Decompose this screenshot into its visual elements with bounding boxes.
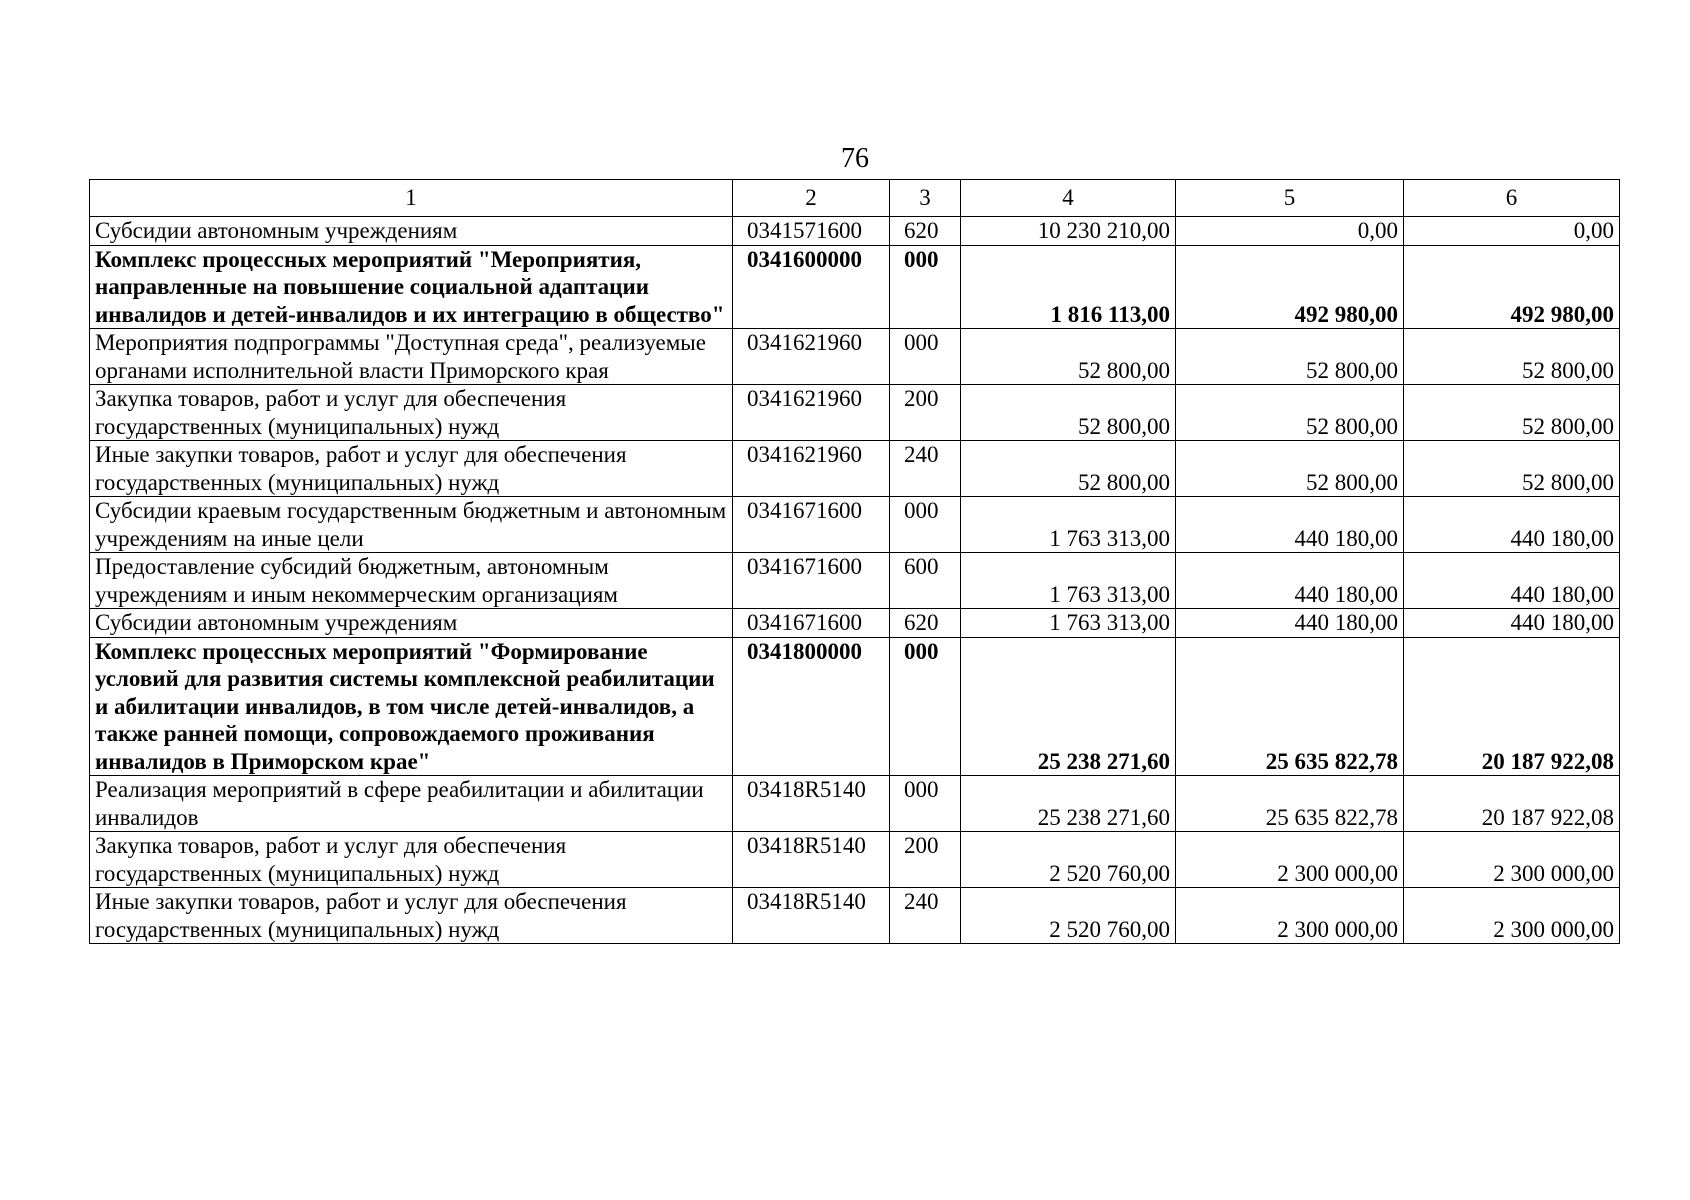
expense-type-cell: 240 (890, 441, 961, 497)
amount-col5-cell: 0,00 (1176, 217, 1404, 246)
table-row (90, 637, 1620, 776)
amount-col5-cell: 440 180,00 (1176, 553, 1404, 609)
amount-col4-cell: 1 763 313,00 (961, 553, 1176, 609)
item-name-cell: Иные закупки товаров, работ и услуг для обеспечения государственных (муниципальных) нужд (90, 888, 733, 944)
item-name-cell: Реализация мероприятий в сфере реабилитации и абилитации инвалидов (90, 776, 733, 832)
item-name-cell: Комплекс процессных мероприятий "Мероприятия, направленные на повышение социальной адаптации инвалидов и детей-инвалидов и их интеграцию в общество" (90, 245, 733, 329)
expense-type-cell: 200 (890, 385, 961, 441)
amount-col4-cell: 10 230 210,00 (961, 217, 1176, 246)
target-code-cell: 03418R5140 (733, 832, 890, 888)
amount-col5-cell: 25 635 822,78 (1176, 776, 1404, 832)
expense-type-cell: 000 (890, 637, 961, 776)
item-name-cell: Субсидии краевым государственным бюджетным и автономным учреждениям на иные цели (90, 497, 733, 553)
item-name-cell: Предоставление субсидий бюджетным, автономным учреждениям и иным некоммерческим организациям (90, 553, 733, 609)
expense-type-cell: 620 (890, 217, 961, 246)
table-row (90, 832, 1620, 888)
item-name-cell: Субсидии автономным учреждениям (90, 609, 733, 638)
amount-col5-cell: 2 300 000,00 (1176, 888, 1404, 944)
amount-col4-cell: 1 763 313,00 (961, 497, 1176, 553)
target-code-cell: 0341621960 (733, 385, 890, 441)
amount-col5-cell: 492 980,00 (1176, 245, 1404, 329)
target-code-cell: 0341621960 (733, 329, 890, 385)
column-header-3: 3 (890, 180, 961, 217)
amount-col6-cell: 2 300 000,00 (1404, 832, 1620, 888)
table-row (90, 217, 1620, 246)
expense-type-cell: 620 (890, 609, 961, 638)
amount-col4-cell: 1 816 113,00 (961, 245, 1176, 329)
amount-col6-cell: 492 980,00 (1404, 245, 1620, 329)
expense-type-cell: 000 (890, 329, 961, 385)
page-number: 76 (841, 143, 869, 174)
item-name-cell: Закупка товаров, работ и услуг для обеспечения государственных (муниципальных) нужд (90, 385, 733, 441)
amount-col4-cell: 52 800,00 (961, 441, 1176, 497)
column-header-4: 4 (961, 180, 1176, 217)
amount-col5-cell: 440 180,00 (1176, 497, 1404, 553)
expense-type-cell: 200 (890, 832, 961, 888)
amount-col6-cell: 20 187 922,08 (1404, 637, 1620, 776)
table-body (90, 180, 1620, 944)
amount-col6-cell: 0,00 (1404, 217, 1620, 246)
amount-col6-cell: 440 180,00 (1404, 553, 1620, 609)
amount-col4-cell: 2 520 760,00 (961, 832, 1176, 888)
target-code-cell: 03418R5140 (733, 888, 890, 944)
table-row (90, 776, 1620, 832)
amount-col6-cell: 52 800,00 (1404, 329, 1620, 385)
item-name-cell: Иные закупки товаров, работ и услуг для обеспечения государственных (муниципальных) нужд (90, 441, 733, 497)
table-row (90, 609, 1620, 638)
target-code-cell: 0341671600 (733, 497, 890, 553)
amount-col5-cell: 52 800,00 (1176, 441, 1404, 497)
column-number-row (90, 180, 1620, 217)
amount-col4-cell: 2 520 760,00 (961, 888, 1176, 944)
expense-type-cell: 000 (890, 776, 961, 832)
target-code-cell: 0341600000 (733, 245, 890, 329)
amount-col4-cell: 25 238 271,60 (961, 776, 1176, 832)
item-name-cell: Комплекс процессных мероприятий "Формирование условий для развития системы комплексной реабилитации и абилитации инвалидов, в том числе детей-инвалидов, а также ранней помощи, сопровождаемого проживания инвалидов в Приморском крае" (90, 637, 733, 776)
target-code-cell: 0341671600 (733, 553, 890, 609)
expense-type-cell: 240 (890, 888, 961, 944)
amount-col6-cell: 20 187 922,08 (1404, 776, 1620, 832)
item-name-cell: Закупка товаров, работ и услуг для обеспечения государственных (муниципальных) нужд (90, 832, 733, 888)
column-header-2: 2 (733, 180, 890, 217)
table-row (90, 441, 1620, 497)
column-header-5: 5 (1176, 180, 1404, 217)
expense-type-cell: 000 (890, 497, 961, 553)
table-row (90, 497, 1620, 553)
expense-type-cell: 600 (890, 553, 961, 609)
amount-col6-cell: 440 180,00 (1404, 497, 1620, 553)
table-row (90, 385, 1620, 441)
target-code-cell: 0341621960 (733, 441, 890, 497)
expense-type-cell: 000 (890, 245, 961, 329)
amount-col5-cell: 52 800,00 (1176, 329, 1404, 385)
amount-col6-cell: 52 800,00 (1404, 385, 1620, 441)
item-name-cell: Субсидии автономным учреждениям (90, 217, 733, 246)
amount-col4-cell: 1 763 313,00 (961, 609, 1176, 638)
item-name-cell: Мероприятия подпрограммы "Доступная среда", реализуемые органами исполнительной власти Приморского края (90, 329, 733, 385)
column-header-6: 6 (1404, 180, 1620, 217)
table-row (90, 245, 1620, 329)
target-code-cell: 03418R5140 (733, 776, 890, 832)
table-row (90, 329, 1620, 385)
amount-col6-cell: 440 180,00 (1404, 609, 1620, 638)
amount-col6-cell: 52 800,00 (1404, 441, 1620, 497)
target-code-cell: 0341571600 (733, 217, 890, 246)
amount-col5-cell: 2 300 000,00 (1176, 832, 1404, 888)
column-header-1: 1 (90, 180, 733, 217)
table-row (90, 888, 1620, 944)
table-row (90, 553, 1620, 609)
amount-col5-cell: 440 180,00 (1176, 609, 1404, 638)
amount-col5-cell: 25 635 822,78 (1176, 637, 1404, 776)
amount-col4-cell: 52 800,00 (961, 385, 1176, 441)
target-code-cell: 0341671600 (733, 609, 890, 638)
target-code-cell: 0341800000 (733, 637, 890, 776)
amount-col5-cell: 52 800,00 (1176, 385, 1404, 441)
amount-col4-cell: 25 238 271,60 (961, 637, 1176, 776)
budget-table (89, 179, 1620, 944)
amount-col4-cell: 52 800,00 (961, 329, 1176, 385)
amount-col6-cell: 2 300 000,00 (1404, 888, 1620, 944)
